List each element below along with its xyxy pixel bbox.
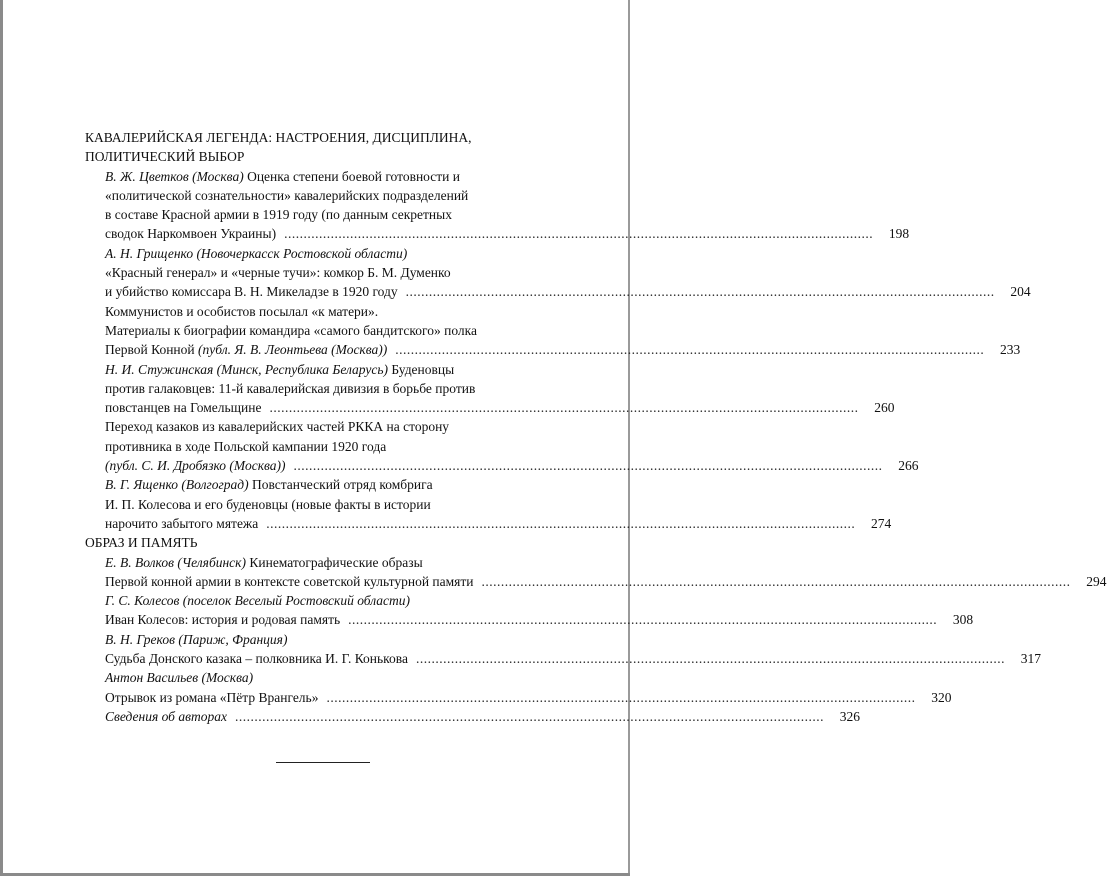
closing-rule [276,762,370,763]
entry-first-line [105,475,563,494]
toc-section [85,533,1107,726]
entry-first-line [105,553,563,572]
dot-leader: ........................................................................................................................................................ [284,226,874,242]
entry-title-text: нарочито забытого мятежа [105,515,259,531]
entry-title-start: Кинематографические образы [245,554,423,570]
entry-author: Н. И. Стужинская (Минск, Республика Беларусь) [105,361,388,377]
entry-author: В. Г. Ященко (Волгоград) [105,477,249,493]
entry-title-line: Переход казаков из кавалерийских частей РККА на сторону [105,419,450,435]
entry-last-line [105,572,1107,591]
entry-title-end [105,340,387,359]
toc-section [85,128,1031,533]
page-number: 317 [1020,651,1041,667]
entry-first-line [105,244,563,263]
toc-entry [85,475,892,533]
entry-author: Антон Васильев (Москва) [105,670,254,686]
page-border-right [628,0,630,876]
entry-last-line [105,282,1031,301]
entry-last-line [105,707,860,726]
toc-entry [85,167,910,244]
entry-title-end [105,707,227,726]
toc-entry [85,302,1021,360]
entry-title-line: «Красный генерал» и «черные тучи»: комкор Б. М. Думенко [105,265,451,281]
entry-title-end [105,688,318,707]
page-number: 233 [1000,342,1021,358]
entry-last-line [105,456,919,475]
entry-first-line [105,630,563,649]
page-number: 198 [888,226,910,242]
section-title: ОБРАЗ И ПАМЯТЬ [85,535,198,551]
entry-first-line [105,167,563,186]
page-number: 294 [1086,573,1107,589]
dot-leader: ........................................................................................................................................................ [326,689,916,705]
entry-italic-title: (публ. С. И. Дробязко (Москва)) [105,458,286,474]
dot-leader: ........................................................................................................................................................ [234,708,824,724]
entry-title-end [105,456,286,475]
page-number: 308 [952,612,974,628]
entry-title-end [105,610,340,629]
page-number: 320 [931,689,952,705]
entry-title-start: Оценка степени боевой готовности и [243,168,460,184]
entry-title-line: противника в ходе Польской кампании 1920 года [105,438,387,454]
entry-title-text: Отрывок из романа «Пётр Врангель» [105,689,319,705]
page-number: 326 [839,708,860,724]
entry-title-text: и убийство комиссара В. Н. Микеладзе в 1920 году [105,284,398,300]
entry-title-line: против галаковцев: 11-й кавалерийская дивизия в борьбе против [105,380,476,396]
entry-title-end [105,649,408,668]
page-number: 260 [874,400,895,416]
page-number: 266 [898,458,919,474]
toc-entry [85,244,1031,302]
dot-leader: ........................................................................................................................................................ [269,400,859,416]
entry-italic-title: Сведения об авторах [105,708,227,724]
dot-leader: ........................................................................................................................................................ [415,651,1005,667]
page-border-left [0,0,3,876]
entry-title-text: повстанцев на Гомельщине [105,400,262,416]
entry-title-line: Материалы к биографии командира «самого бандитского» полка [105,322,478,338]
entry-title-text: Первой конной армии в контексте советской культурной памяти [105,573,474,589]
entry-title-end [105,224,276,243]
toc-entry [85,668,952,707]
entry-title-text: Иван Колесов: история и родовая память [105,612,341,628]
section-title: КАВАЛЕРИЙСКАЯ ЛЕГЕНДА: НАСТРОЕНИЯ, ДИСЦИПЛИНА, [85,130,472,145]
entry-title-text: сводок Наркомвоен Украины) [105,226,277,242]
entry-last-line [105,649,1041,668]
toc-entry [85,553,1107,592]
table-of-contents [85,128,1107,726]
entry-last-line [105,398,895,417]
toc-entry [85,417,919,475]
dot-leader: ........................................................................................................................................................ [293,458,883,474]
entry-last-line [105,224,910,243]
entry-author: А. Н. Грищенко (Новочеркасск Ростовской области) [105,245,408,261]
entry-author: В. Н. Греков (Париж, Франция) [105,631,288,647]
entry-first-line [105,591,563,610]
toc-entry [85,630,1041,669]
entry-first-line [105,360,563,379]
page-number: 204 [1010,284,1031,300]
entry-title-line: Коммунистов и особистов посылал «к матери». [105,303,379,319]
entry-title-end [105,572,474,591]
dot-leader: ........................................................................................................................................................ [405,284,995,300]
entry-title-line: «политической сознательности» кавалерийских подразделений [105,187,469,203]
section-title: ПОЛИТИЧЕСКИЙ ВЫБОР [85,149,245,165]
entry-first-line [105,668,563,687]
toc-entry [85,707,860,726]
entry-title-end [105,398,261,417]
dot-leader: ........................................................................................................................................................ [266,515,856,531]
toc-entry [85,591,974,630]
dot-leader: ........................................................................................................................................................ [481,573,1071,589]
toc-entry [85,360,895,418]
entry-author: Е. В. Волков (Челябинск) [105,554,246,570]
dot-leader: ........................................................................................................................................................ [348,612,938,628]
entry-last-line [105,688,952,707]
entry-last-line [105,340,1021,359]
page-number: 274 [871,515,892,531]
entry-title-text: Судьба Донского казака – полковника И. Г. Конькова [105,651,408,667]
entry-title-line: И. П. Колесова и его буденовцы (новые факты в истории [105,496,431,512]
entry-title-end [105,514,258,533]
entry-title-line: в составе Красной армии в 1919 году (по данным секретных [105,207,452,223]
entry-last-line [105,610,974,629]
entry-title-start: Повстанческий отряд комбрига [248,477,433,493]
entry-title-start: Буденовцы [388,361,455,377]
entry-author: Г. С. Колесов (поселок Веселый Ростовский области) [105,593,411,609]
dot-leader: ........................................................................................................................................................ [395,342,985,358]
entry-title-text: Первой Конной [105,342,195,358]
entry-title-end [105,282,398,301]
entry-last-line [105,514,892,533]
entry-publisher: (публ. Я. В. Леонтьева (Москва)) [194,342,388,358]
entry-author: В. Ж. Цветков (Москва) [105,168,244,184]
